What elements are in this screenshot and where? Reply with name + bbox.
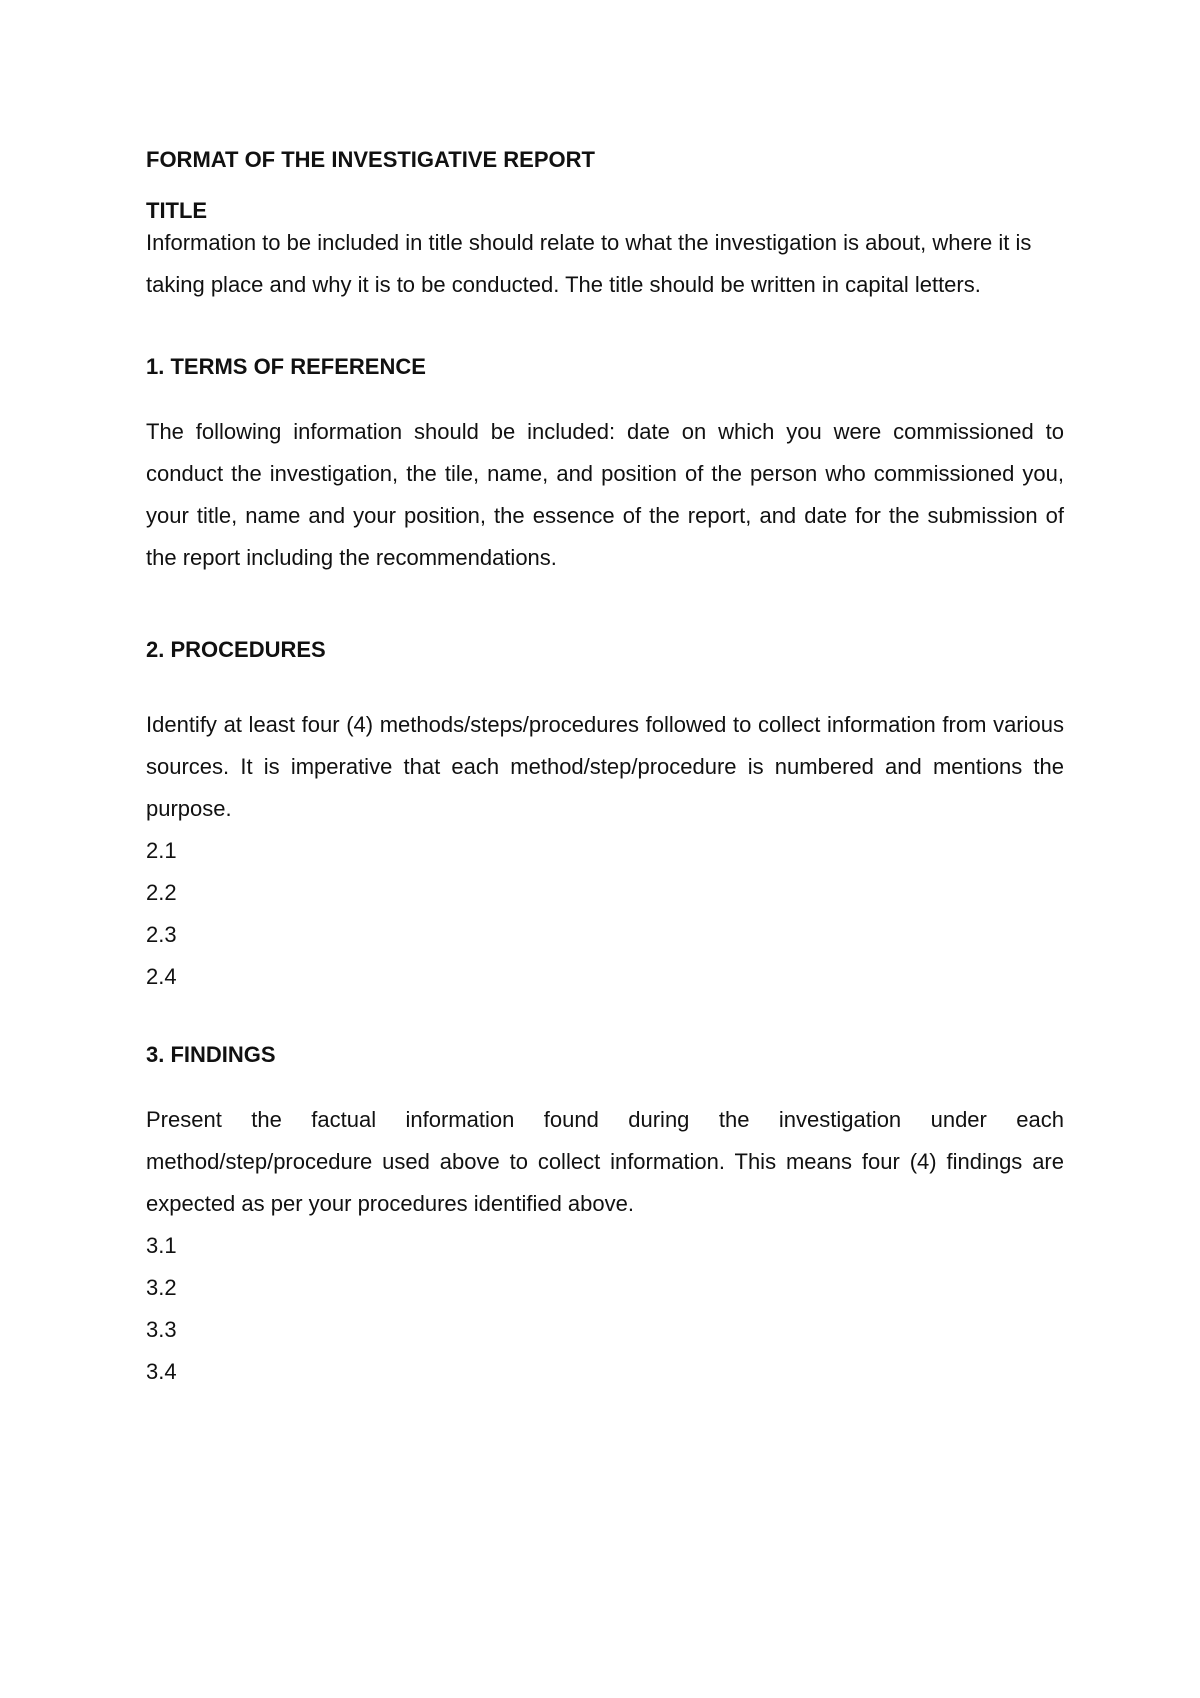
list-item: 2.1 xyxy=(146,838,177,863)
list-item: 2.4 xyxy=(146,964,177,989)
findings-heading: 3. FINDINGS xyxy=(146,1042,276,1067)
list-item: 2.3 xyxy=(146,922,177,947)
list-item: 3.1 xyxy=(146,1233,177,1258)
procedures-list xyxy=(146,830,1064,998)
terms-of-reference-heading: 1. TERMS OF REFERENCE xyxy=(146,354,426,379)
list-item: 3.4 xyxy=(146,1359,177,1384)
document-title: FORMAT OF THE INVESTIGATIVE REPORT xyxy=(146,147,595,172)
list-item: 3.3 xyxy=(146,1317,177,1342)
procedures-heading: 2. PROCEDURES xyxy=(146,637,326,662)
terms-of-reference-text: The following information should be included: date on which you were commissioned to conduct the investigation, the tile, name, and position of the person who commissioned you, your title, name and your position, the essence of the report, and date for the submission of the report including the recommendations. xyxy=(146,419,1064,570)
document-page xyxy=(146,146,1064,1393)
findings-list xyxy=(146,1225,1064,1393)
title-section-label: TITLE xyxy=(146,198,208,223)
findings-text: Present the factual information found during the investigation under each method/step/procedure used above to collect information. This means four (4) findings are expected as per your procedures identified above. xyxy=(146,1107,1064,1216)
list-item: 3.2 xyxy=(146,1275,177,1300)
procedures-text: Identify at least four (4) methods/steps/procedures followed to collect information from various sources. It is imperative that each method/step/procedure is numbered and mentions the purpose. xyxy=(146,712,1064,821)
title-section-text: Information to be included in title should relate to what the investigation is about, where it is taking place and why it is to be conducted. The title should be written in capital letters. xyxy=(146,230,1032,297)
list-item: 2.2 xyxy=(146,880,177,905)
